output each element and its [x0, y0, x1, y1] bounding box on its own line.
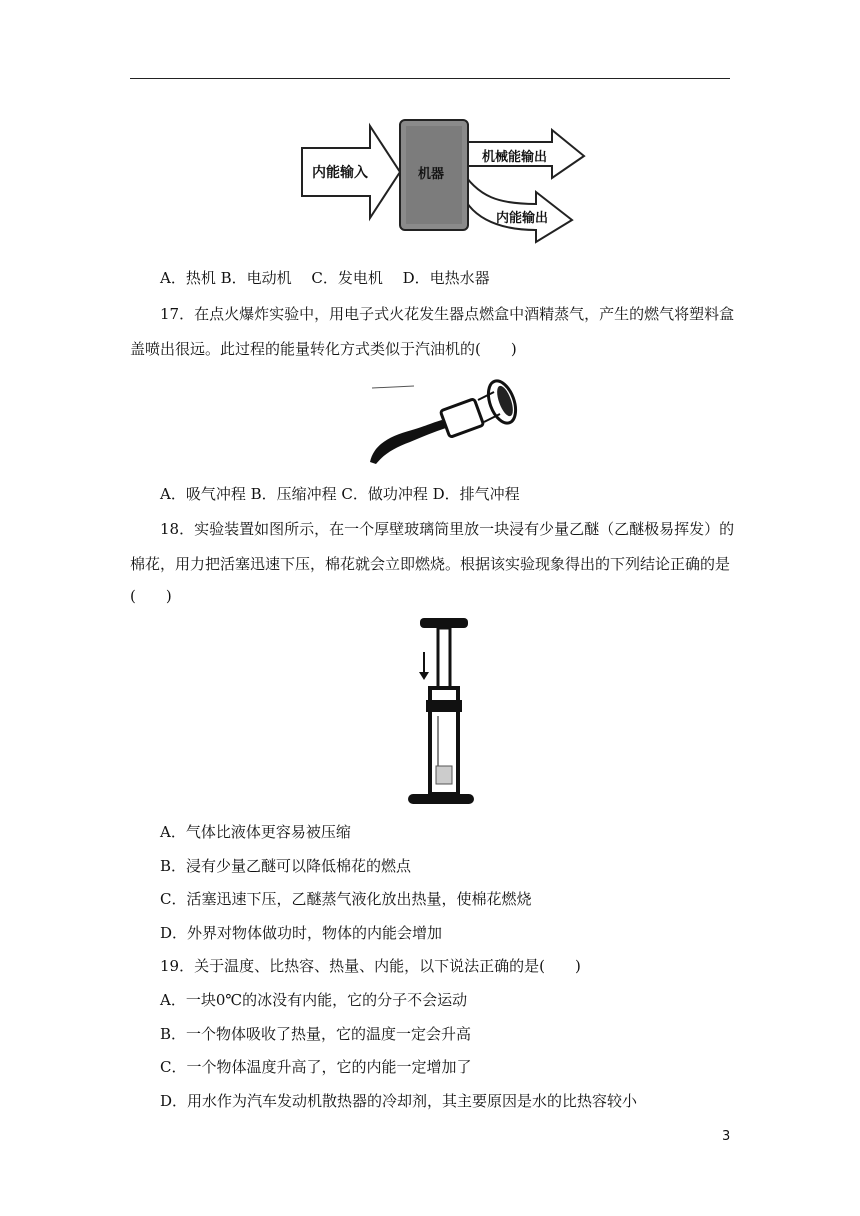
header-rule: [130, 78, 730, 79]
q17-stem-line2: 盖喷出很远。此过程的能量转化方式类似于汽油机的( ): [130, 340, 517, 358]
heat-output-arrow: [460, 168, 572, 242]
q18-stem-line1: 18．实验装置如图所示，在一个厚壁玻璃筒里放一块浸有少量乙醚（乙醚极易挥发）的: [160, 520, 735, 538]
q18-stem-line3: ( ): [130, 587, 172, 605]
input-label: 内能输入: [312, 165, 368, 181]
base: [408, 794, 474, 804]
q19-option-b: B．一个物体吸收了热量，它的温度一定会升高: [160, 1025, 472, 1043]
heat-output-label: 内能输出: [496, 211, 549, 226]
q18-option-c: C．活塞迅速下压，乙醚蒸气液化放出热量，使棉花燃烧: [160, 890, 532, 908]
q16-options: A．热机 B．电动机 C．发电机 D．电热水器: [160, 269, 490, 287]
igniter-body: [440, 399, 483, 438]
spark-experiment-figure: [360, 374, 520, 468]
q19-option-a: A．一块0℃的冰没有内能，它的分子不会运动: [160, 991, 468, 1009]
q19-stem: 19．关于温度、比热容、热量、内能，以下说法正确的是( ): [160, 957, 581, 975]
q19-option-d: D．用水作为汽车发动机散热器的冷却剂，其主要原因是水的比热容较小: [160, 1092, 638, 1110]
q18-option-d: D．外界对物体做功时，物体的内能会增加: [160, 924, 443, 942]
page-number: 3: [722, 1129, 731, 1144]
q19-option-c: C．一个物体温度升高了，它的内能一定增加了: [160, 1058, 472, 1076]
energy-flow-diagram: [300, 118, 590, 250]
q17-options: A．吸气冲程 B．压缩冲程 C．做功冲程 D．排气冲程: [160, 485, 520, 503]
cotton: [436, 766, 452, 784]
q18-option-a: A．气体比液体更容易被压缩: [160, 823, 351, 841]
cable-shape: [370, 420, 446, 464]
machine-label: 机器: [418, 167, 445, 182]
q17-stem-line1: 17．在点火爆炸实验中，用电子式火花发生器点燃盒中酒精蒸气，产生的燃气将塑料盒: [160, 305, 735, 323]
fire-syringe-figure: [404, 616, 480, 808]
q18-stem-line2: 棉花，用力把活塞迅速下压，棉花就会立即燃烧。根据该实验现象得出的下列结论正确的是: [130, 555, 731, 573]
mech-output-label: 机械能输出: [482, 150, 548, 165]
q18-option-b: B．浸有少量乙醚可以降低棉花的燃点: [160, 857, 412, 875]
